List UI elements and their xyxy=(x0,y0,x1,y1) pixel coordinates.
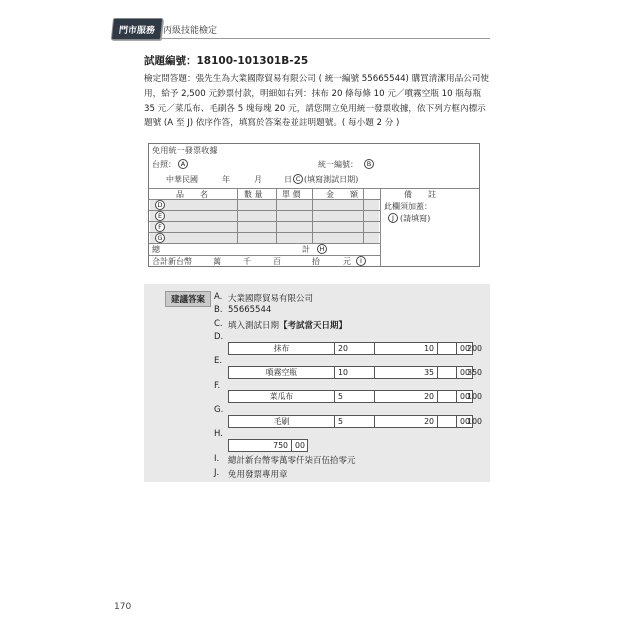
answer-j-text: 免用發票專用章 xyxy=(228,470,288,480)
form-remark-label: 此欄須加蓋： xyxy=(384,202,432,211)
answer-h-amount: 750 xyxy=(273,441,288,450)
answer-c-bold: 【考試當天日期】 xyxy=(279,321,348,331)
answer-f-letter: F. xyxy=(214,381,221,391)
form-vline xyxy=(237,188,238,244)
mark-c: C xyxy=(293,174,303,184)
form-col-price: 單 價 xyxy=(282,190,301,199)
section-badge: 門市服務 xyxy=(111,18,163,40)
answer-f-cents: 00 xyxy=(456,391,472,402)
form-item-row xyxy=(149,199,380,210)
form-total-row xyxy=(149,243,380,254)
answer-d-letter: D. xyxy=(214,332,224,342)
header-title: 丙級技能檢定 xyxy=(163,26,218,36)
form-remark-note: (請填寫) xyxy=(400,214,431,223)
form-year: 年 xyxy=(222,175,230,184)
answer-c-text xyxy=(228,319,347,331)
form-item-row xyxy=(149,210,380,221)
header-divider xyxy=(160,38,490,39)
answer-d-item: 抹布 xyxy=(273,344,290,353)
mark-f: F xyxy=(155,222,165,232)
form-col-qty: 數 量 xyxy=(244,190,263,199)
form-col-name: 品 名 xyxy=(176,190,208,199)
answer-b-text: 55665544 xyxy=(228,305,272,315)
form-title: 免用統一發票收據 xyxy=(152,145,218,155)
answer-badge: 建議答案 xyxy=(165,291,211,307)
form-unit-yuan: 元 xyxy=(343,257,351,266)
answer-panel xyxy=(144,284,490,482)
answer-f-item: 菜瓜布 xyxy=(269,392,294,401)
answer-d-amount: 200 xyxy=(437,343,485,354)
answer-f-qty: 5 xyxy=(334,391,374,402)
form-vline xyxy=(312,188,313,244)
answer-f-row xyxy=(228,390,482,403)
form-vline xyxy=(363,188,364,244)
form-col-remark: 備 註 xyxy=(404,190,436,199)
form-taitou-label: 台照： xyxy=(152,160,176,169)
form-unit-bai: 百 xyxy=(273,257,281,266)
answer-f-price: 20 xyxy=(374,391,437,402)
form-total-label: 總 xyxy=(152,245,160,254)
form-total-label2: 計 xyxy=(302,245,310,254)
form-vline xyxy=(276,188,277,244)
answer-f-amount: 100 xyxy=(437,391,485,402)
answer-g-item: 毛刷 xyxy=(273,417,290,426)
answer-g-amount: 100 xyxy=(437,416,485,427)
form-date-note: (填寫測試日期) xyxy=(304,175,359,184)
answer-a-letter: A. xyxy=(214,292,223,302)
answer-e-letter: E. xyxy=(214,356,223,366)
page-number: 170 xyxy=(114,602,132,612)
answer-g-cents: 00 xyxy=(456,416,472,427)
form-unit-wan: 萬 xyxy=(213,257,221,266)
answer-e-amount: 350 xyxy=(437,367,485,378)
answer-h-row xyxy=(228,439,308,452)
answer-c-prefix: 填入測試日期 xyxy=(228,321,280,331)
answer-d-cents: 00 xyxy=(456,343,472,354)
form-item-row xyxy=(149,221,380,232)
answer-j-letter: J. xyxy=(214,468,220,478)
answer-a-text: 大業國際貿易有限公司 xyxy=(228,294,314,304)
answer-i-letter: I. xyxy=(214,454,220,464)
form-item-row xyxy=(149,232,380,243)
answer-g-qty: 5 xyxy=(334,416,374,427)
form-day: 日 xyxy=(284,175,292,184)
answer-g-price: 20 xyxy=(374,416,437,427)
answer-e-qty: 10 xyxy=(334,367,374,378)
answer-d-price: 10 xyxy=(374,343,437,354)
mark-h: H xyxy=(317,244,327,254)
mark-d: D xyxy=(155,200,165,210)
answer-d-qty: 20 xyxy=(334,343,374,354)
mark-g: G xyxy=(155,233,165,243)
answer-h-letter: H. xyxy=(214,429,223,439)
mark-b: B xyxy=(364,159,374,169)
form-date-prefix: 中華民國 xyxy=(166,175,198,184)
answer-g-letter: G. xyxy=(214,405,224,415)
answer-g-row xyxy=(228,415,482,428)
form-sum-label: 合計新台幣 xyxy=(152,257,192,266)
form-unit-qian: 千 xyxy=(243,257,251,266)
mark-i: I xyxy=(356,256,366,266)
answer-c-letter: C. xyxy=(214,319,223,329)
answer-e-item: 噴霧空瓶 xyxy=(265,368,298,377)
question-text: 檢定問答題：張先生為大業國際貿易有限公司 ( 統一編號 55665544) 購買清潔用品公司使用，給予 2,500 元鈔票付款，明細如右列：抹布 20 條每條 10 元／噴霧空瓶 10 瓶每瓶 35 元／菜瓜布、毛刷各 5 塊每塊 20 元，請您開立免用統一發票收據，依下列方框內標示題號 (A 至 J) 依序作答，填寫於答案卷並註明題號。( 每小題 2 分 ) xyxy=(144,74,489,129)
answer-e-cents: 00 xyxy=(456,367,472,378)
mark-a: A xyxy=(178,159,188,169)
answer-b-letter: B. xyxy=(214,305,223,315)
answer-i-text: 總計新台幣零萬零仟柒百伍拾零元 xyxy=(228,456,356,466)
answer-e-row xyxy=(228,366,482,379)
form-unit-shi: 拾 xyxy=(312,257,320,266)
answer-d-row xyxy=(228,342,482,355)
form-vline xyxy=(380,188,381,267)
question-id: 試題編號：18100-101301B-25 xyxy=(144,55,309,67)
form-col-amount: 金 額 xyxy=(326,190,358,199)
answer-e-price: 35 xyxy=(374,367,437,378)
answer-h-cents: 00 xyxy=(291,440,307,451)
form-month: 月 xyxy=(254,175,262,184)
mark-j: J xyxy=(388,213,398,223)
form-tongyi-label: 統一編號： xyxy=(318,160,358,169)
mark-e: E xyxy=(155,211,165,221)
